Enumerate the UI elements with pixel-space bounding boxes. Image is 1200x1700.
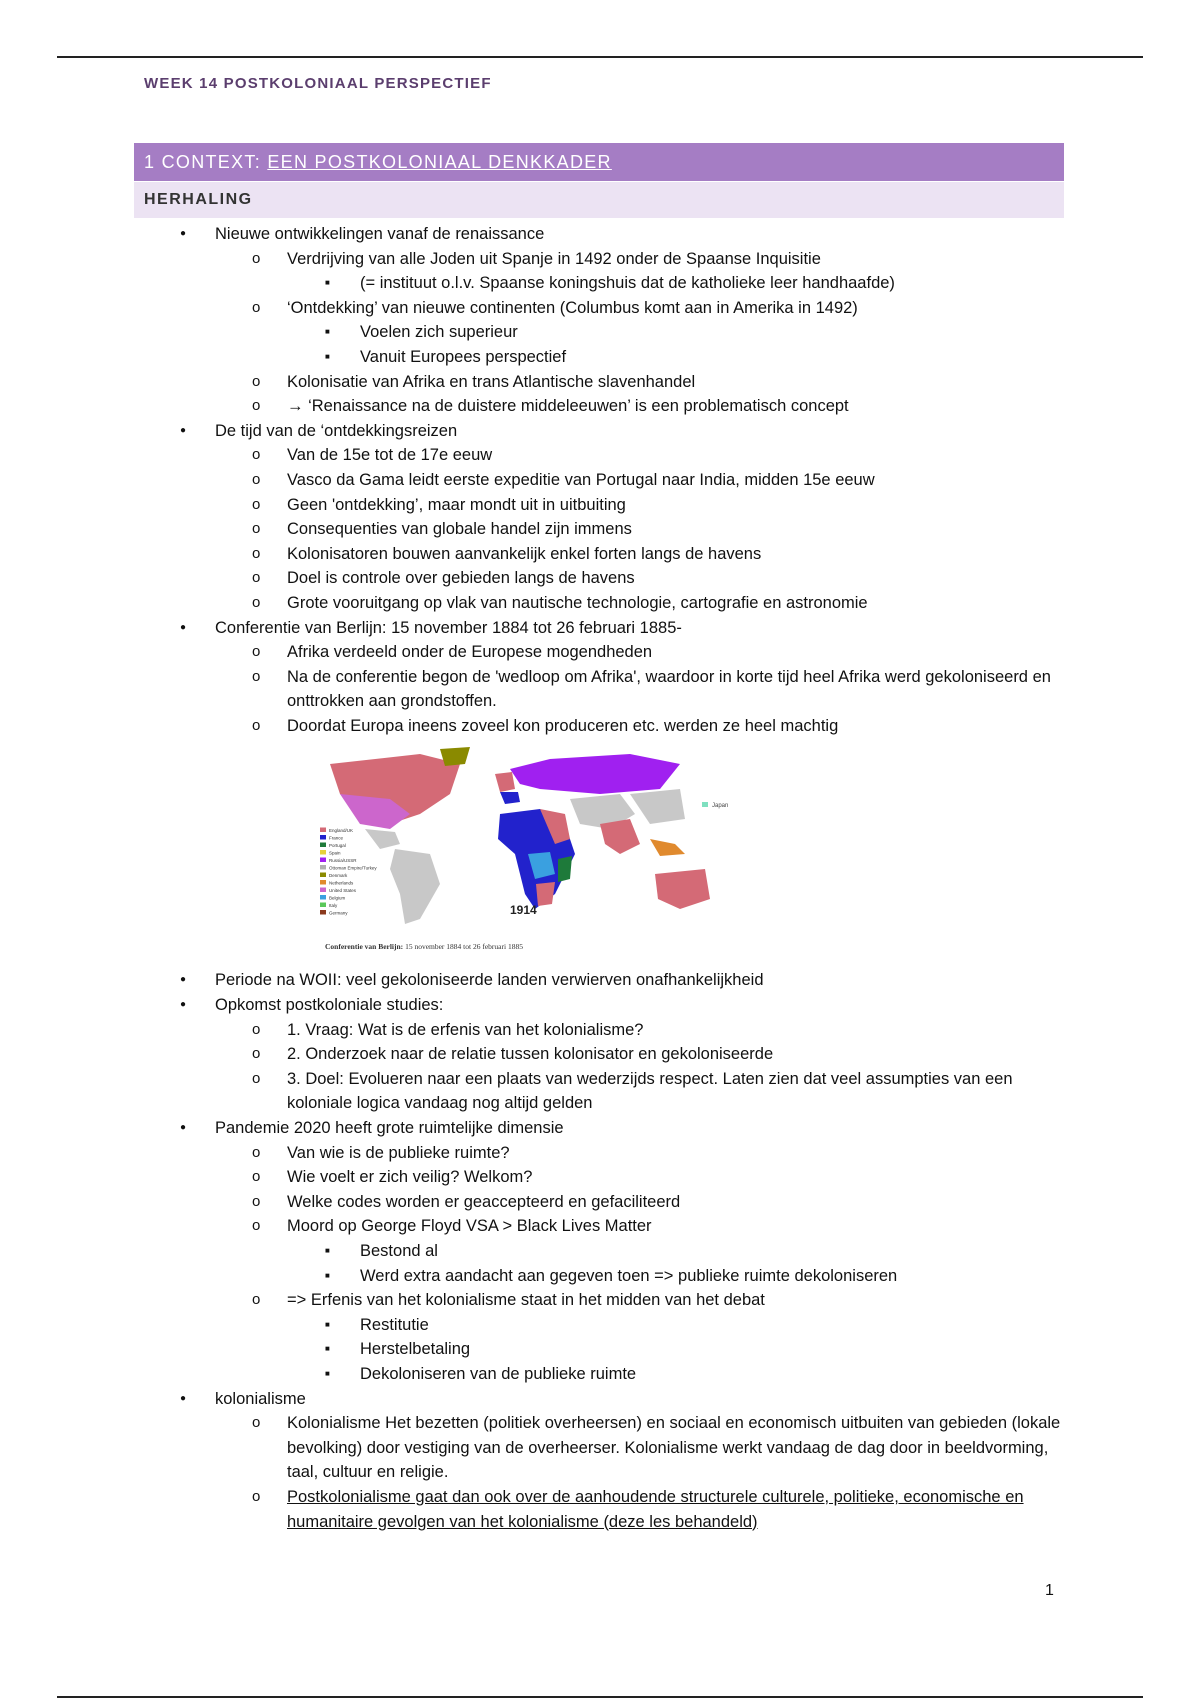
subsection-heading: HERHALING xyxy=(134,182,1064,218)
sub-list-item: o 2. Onderzoek naar de relatie tussen kolonisator en gekoloniseerde xyxy=(0,1042,1200,1067)
sub-sub-list-item: ■ Vanuit Europees perspectief xyxy=(0,345,1200,370)
sub-list-item: o Wie voelt er zich veilig? Welkom? xyxy=(0,1165,1200,1190)
section-heading-prefix: 1 CONTEXT: xyxy=(144,152,268,172)
sub-list-item: o → ‘Renaissance na de duistere middeleeuwen’ is een problematisch concept xyxy=(0,394,1200,419)
list-item: ● Opkomst postkoloniale studies: xyxy=(0,993,1200,1018)
map-south-africa xyxy=(536,882,555,906)
sub-sub-list-item: ■ Dekoloniseren van de publieke ruimte xyxy=(0,1362,1200,1387)
sub-list-item-underlined: o Postkolonialisme gaat dan ook over de aanhoudende structurele culturele, politieke, economische en humanitaire gevolgen van het kolonialisme (deze les behandeld) xyxy=(0,1485,1067,1534)
sub-sub-list-item: ■ Restitutie xyxy=(0,1313,1200,1338)
sub-list-item: o Vasco da Gama leidt eerste expeditie van Portugal naar India, midden 15e eeuw xyxy=(0,468,1200,493)
map-legend-label: France xyxy=(329,835,344,841)
map-legend-swatch xyxy=(320,828,326,833)
list-item: ● De tijd van de ‘ontdekkingsreizen xyxy=(0,419,1200,444)
map-legend-label: Germany xyxy=(329,910,348,916)
sub-list-item: o Welke codes worden er geaccepteerd en gefaciliteerd xyxy=(0,1190,1200,1215)
map-legend-swatch xyxy=(320,888,326,893)
sub-sub-list-item: ■ Herstelbetaling xyxy=(0,1337,1200,1362)
map-legend-label: Italy xyxy=(329,903,338,909)
sub-sub-list-item: ■ Voelen zich superieur xyxy=(0,320,1200,345)
map-legend-label: Spain xyxy=(329,850,341,856)
map-legend-swatch xyxy=(320,873,326,878)
section-heading xyxy=(134,143,1064,181)
colonial-empires-map-figure xyxy=(300,744,760,964)
map-legend-label: Russia/USSR xyxy=(329,858,357,864)
sub-list-item: o Kolonialisme Het bezetten (politiek overheersen) en sociaal en economisch uitbuiten van gebieden (lokale bevolking) door vestiging van de overheerser. Kolonialisme werkt vandaag de dag door in beeldvorming, taal, cultuur en religie. xyxy=(0,1411,1067,1485)
document-header-title: WEEK 14 POSTKOLONIAAL PERSPECTIEF xyxy=(144,75,492,92)
map-caption-rest: 15 november 1884 tot 26 februari 1885 xyxy=(403,942,523,952)
bottom-rule xyxy=(57,1696,1143,1698)
map-legend-swatch xyxy=(320,903,326,908)
list-item: ● Periode na WOII: veel gekoloniseerde landen verwierven onafhankelijkheid xyxy=(0,968,1200,993)
map-legend-label: Belgium xyxy=(329,895,346,901)
sub-list-item: o Grote vooruitgang op vlak van nautische technologie, cartografie en astronomie xyxy=(0,591,1200,616)
map-japan xyxy=(702,802,708,807)
sub-list-item: o Doel is controle over gebieden langs de havens xyxy=(0,566,1200,591)
map-legend-label: Denmark xyxy=(329,873,348,879)
sub-list-item: o Kolonisatie van Afrika en trans Atlantische slavenhandel xyxy=(0,370,1200,395)
sub-sub-list-item: ■ (= instituut o.l.v. Spaanse koningshuis dat de katholieke leer handhaafde) xyxy=(0,271,1200,296)
map-legend-swatch xyxy=(320,843,326,848)
list-item: ● Nieuwe ontwikkelingen vanaf de renaissance xyxy=(0,222,1200,247)
map-mozambique xyxy=(558,856,572,882)
sub-list-item: o ‘Ontdekking’ van nieuwe continenten (Columbus komt aan in Amerika in 1492) xyxy=(0,296,1200,321)
sub-list-item: o 1. Vraag: Wat is de erfenis van het kolonialisme? xyxy=(0,1018,1200,1043)
sub-list-item: o Na de conferentie begon de 'wedloop om Afrika', waardoor in korte tijd heel Afrika werd gekoloniseerd en onttrokken aan grondstoffen. xyxy=(0,665,1067,714)
list-item: ● Conferentie van Berlijn: 15 november 1884 tot 26 februari 1885- xyxy=(0,616,1200,641)
map-legend-swatch xyxy=(320,850,326,855)
map-caption xyxy=(325,942,523,951)
list-item: ● Pandemie 2020 heeft grote ruimtelijke dimensie xyxy=(0,1116,1200,1141)
sub-list-item: o Verdrijving van alle Joden uit Spanje in 1492 onder de Spaanse Inquisitie xyxy=(0,247,1200,272)
map-legend-swatch xyxy=(320,858,326,863)
sub-list-item: o 3. Doel: Evolueren naar een plaats van wederzijds respect. Laten zien dat veel assumpties van een koloniale logica vandaag nog altijd gelden xyxy=(0,1067,1067,1116)
map-caption-bold: Conferentie van Berlijn: xyxy=(325,942,404,952)
map-legend-swatch xyxy=(320,895,326,900)
sub-list-item: o Doordat Europa ineens zoveel kon produceren etc. werden ze heel machtig xyxy=(0,714,1200,739)
map-legend-label: England/UK xyxy=(329,828,354,834)
top-rule xyxy=(57,56,1143,58)
sub-list-item: o Van wie is de publieke ruimte? xyxy=(0,1141,1200,1166)
sub-list-item: o Geen 'ontdekking’, maar mondt uit in uitbuiting xyxy=(0,493,1200,518)
sub-sub-list-item: ■ Werd extra aandacht aan gegeven toen => publieke ruimte dekoloniseren xyxy=(0,1264,1200,1289)
map-legend-label: United States xyxy=(329,888,357,894)
sub-list-item: o => Erfenis van het kolonialisme staat in het midden van het debat xyxy=(0,1288,1200,1313)
map-legend-label: Ottoman Empire/Turkey xyxy=(329,865,377,871)
sub-list-item: o Consequenties van globale handel zijn immens xyxy=(0,517,1200,542)
sub-list-item: o Kolonisatoren bouwen aanvankelijk enkel forten langs de havens xyxy=(0,542,1200,567)
sub-list-item: o Afrika verdeeld onder de Europese mogendheden xyxy=(0,640,1200,665)
map-legend-swatch xyxy=(320,835,326,840)
page-number: 1 xyxy=(1045,1582,1054,1599)
document-body xyxy=(0,222,1200,1534)
section-heading-link[interactable]: EEN POSTKOLONIAAL DENKKADER xyxy=(267,152,612,172)
map-legend-swatch xyxy=(320,865,326,870)
map-legend-label: Portugal xyxy=(329,843,346,849)
map-legend-label: Netherlands xyxy=(329,880,354,886)
map-year-label: 1914 xyxy=(510,903,537,918)
map-japan-label: Japan xyxy=(712,803,729,810)
sub-list-item: o Van de 15e tot de 17e eeuw xyxy=(0,443,1200,468)
list-item: ● kolonialisme xyxy=(0,1387,1200,1412)
sub-list-item: o Moord op George Floyd VSA > Black Lives Matter xyxy=(0,1214,1200,1239)
map-legend-swatch xyxy=(320,910,326,915)
world-map-image xyxy=(300,744,760,964)
sub-sub-list-item: ■ Bestond al xyxy=(0,1239,1200,1264)
map-legend-swatch xyxy=(320,880,326,885)
